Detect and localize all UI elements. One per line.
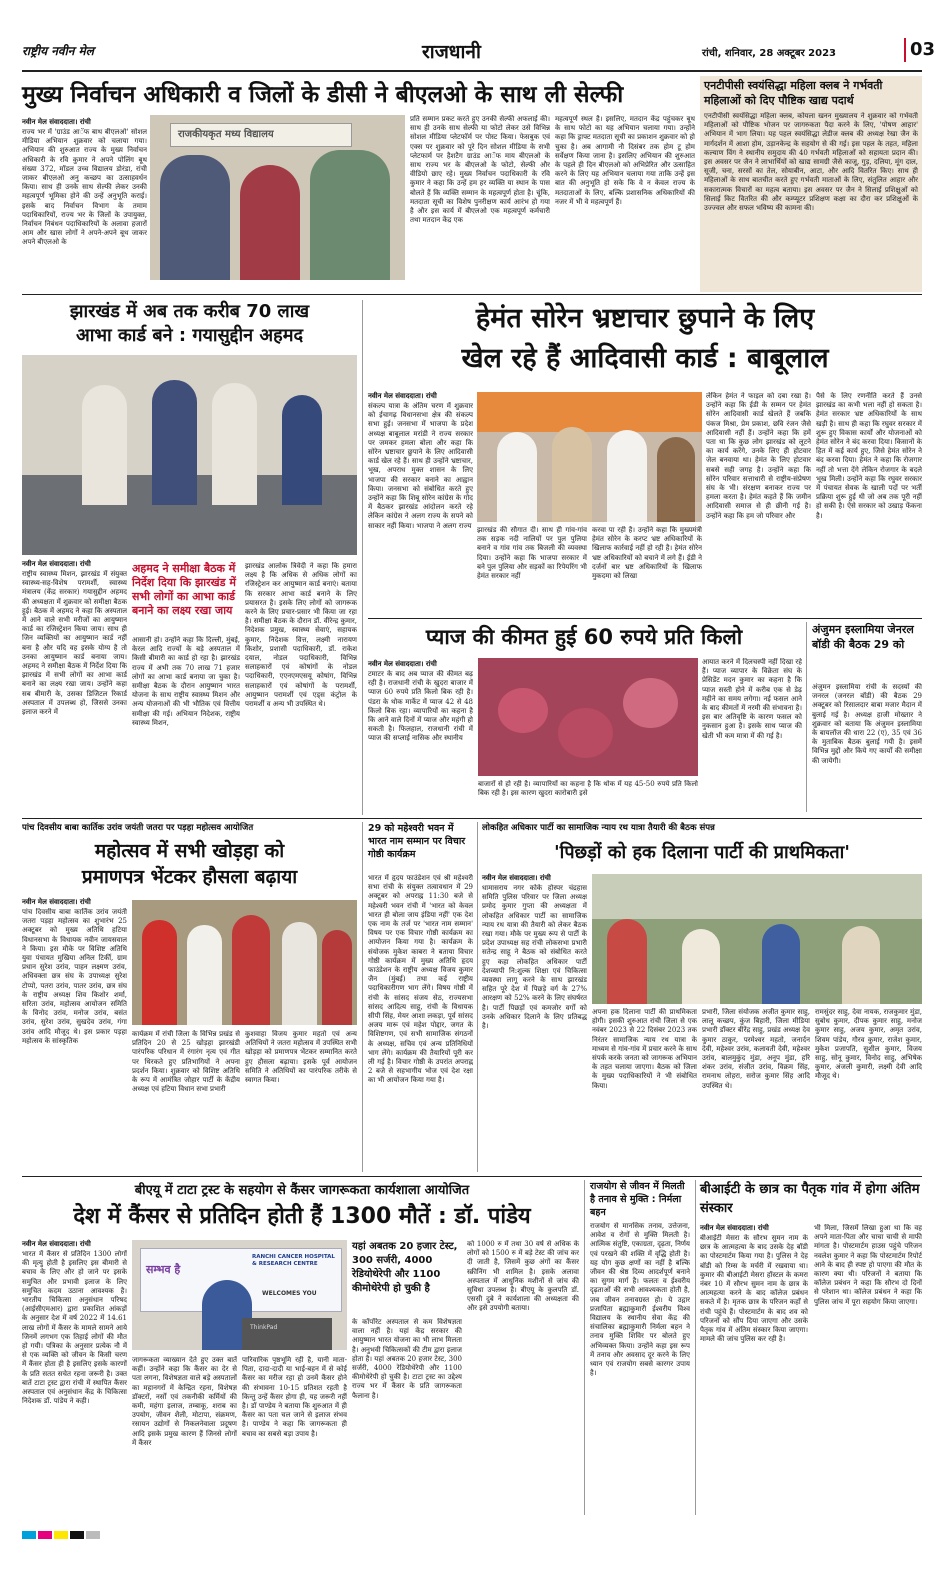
byline: नवीन मेल संवाददाता। रांची	[368, 660, 437, 668]
headline-line1: झारखंड में अब तक करीब 70 लाख	[69, 301, 310, 322]
person-figure	[152, 380, 197, 505]
welcome-text: WELCOMES YOU	[262, 1290, 317, 1297]
headline: देश में कैंसर से प्रतिदिन होती हैं 1300 मौतें : डॉ. पांडेय	[73, 1204, 531, 1229]
person-figure	[232, 915, 270, 1025]
headline-line2: आभा कार्ड बने : गयासुद्दीन अहमद	[75, 325, 304, 346]
selfie-photo	[150, 115, 405, 280]
magenta-swatch	[38, 1531, 52, 1539]
article-column: भी मिला, जिसमें लिखा हुआ था कि वह अपने माता-पिता और चाचा चाची से माफी मांगता है। पोस्टमार्टम हाउस पहुंचे परिजन नवलेश कुमार ने कहा कि पोस्टमार्टम रिपोर्ट आने के बाद ही स्पष्ट हो पाएगा की मौत के कारण क्या थी। परिजनों ने बताया कि कॉलेज प्रबंधन ने कहा कि सौरभ दो दिनों से परेशान था। कॉलेज प्रबंधन ने कहा कि पुलिस जांच में पूरा सहयोग किया जाएगा।	[814, 1224, 922, 1306]
person-figure	[160, 155, 230, 280]
byline: नवीन मेल संवाददाता। रांची	[700, 1224, 769, 1232]
column-rule	[695, 1180, 696, 1515]
masthead-rule	[22, 70, 922, 72]
screen-brand: सम्भव है	[146, 1263, 181, 1276]
article-column: आयात करने में दिलचस्पी नहीं दिखा रहे हैं। प्याज व्यापार के विक्रेता संघ के प्रेसिडेंट मदन कुमार का कहना है कि प्याज सस्ती होने में करीब एक से डेढ़ महीने का समय लगेगा। नई फसल आने के बाद कीमतों में नरमी की संभावना है। इस बार अतिवृष्टि के कारण फसल को नुकसान हुआ है। इसके साथ प्याज की खेती भी कम मात्रा में की गई है।	[702, 658, 802, 740]
person-figure	[762, 924, 800, 1004]
person-figure	[212, 383, 257, 505]
onion	[623, 678, 678, 728]
photo-caption: बाजारों से हो रही है। व्यापारियों का कहना है कि थोक में यह 45-50 रुपये प्रति किलो बिक रही है। इस कारण खुदरा कारोबारी इसे	[478, 780, 698, 798]
person-figure	[607, 919, 647, 1004]
article-column: पारिवारिक पृष्ठभूमि रही है, यानी माता-पिता, दादा-दादी या भाई-बहन में से कोई कैंसर का मरीज रहा हो उनमें कैंसर होने की संभावना 10-15 प्रतिशत रहती है किन्तु उन्हें कैंसर होगा ही, यह जरूरी नहीं है। डॉ पाण्डेय ने बताया कि शुरुआत में ही कैंसर का पता चल जाने से इलाज संभव है। पाण्डेय ने कहा कि जागरूकता ही बचाव का सबसे बड़ा उपाय है।	[242, 1356, 347, 1438]
person-figure	[142, 920, 177, 1025]
article-text: राजयोग से मानसिक तनाव, उत्तेजना, आवेश व रोगों से मुक्ति मिलती है। आत्मिक संतुष्टि, एकाग्रता, दृढ़ता, निर्णय एवं परखने की शक्ति में वृद्धि होती है। यह योग कुछ क्षणों का नहीं है बल्कि जीवन की श्रेष्ठ दिव्य आदर्शपूर्ण बनाने का सुगम मार्ग है। फलतः व ईश्वरीय दृढ़ताओं की सभी आवश्यकता होती है, जब जीवन तनावग्रस्त हो। ये उद्गार प्रजापिता ब्रह्माकुमारी ईश्वरीय विश्व विद्यालय के स्थानीय सेवा केंद्र की संचालिका ब्रह्माकुमारी निर्मला बहन ने तनाव मुक्ति शिविर पर बोलते हुए अभिव्यक्त किया। उन्होंने कहा इस रूप में तनाव और अवसाद दूर करने के लिए ध्यान एवं राजयोग सबसे कारगर उपाय है।	[590, 1222, 690, 1378]
headline-line1: हेमंत सोरेन भ्रष्टाचार छुपाने के लिए	[475, 303, 815, 334]
person-figure	[187, 925, 222, 1025]
sign-text: राजकीयकृत मध्य विद्यालय	[178, 129, 274, 140]
onion	[498, 688, 548, 733]
article-column: संकल्प यात्रा के अंतिम चरण में शुक्रवार को ईचागढ़ विधानसभा क्षेत्र की संकल्प सभा हुई। जनसभा में भाजपा के प्रदेश अध्यक्ष बाबूलाल मरांडी ने राज्य सरकार पर जमकर हमला बोला और कहा कि सोरेन भ्रष्टाचार छुपाने के लिए आदिवासी कार्ड खेल रहे हैं। साथ ही उन्होंने भ्रष्टाचार, भूख, अपराध मुक्त शासन के लिए भाजपा की सरकार बनाने का आह्वान किया। जनसभा को संबोधित करते हुए उन्होंने कहा कि शिबू सोरेन कांग्रेस के गोद में बैठकर झारखंड आंदोलन करते रहे लेकिन कांग्रेस ने अलग राज्य के सपने को साकार नहीं किया। भाजपा ने अलग राज्य	[368, 402, 473, 530]
article-column: टमाटर के बाद अब प्याज की कीमत बढ़ रही है। राजधानी रांची के खुदरा बाजार में प्याज 60 रुपये प्रति किलो बिक रही है। पंडरा के थोक मार्केट में प्याज 42 से 48 किलो बिक रहा। व्यापारियों का कहना है कि आने वाले दिनों में प्याज और महंगी हो सकती है। फिलहाल, राजधानी रांची में प्याज की सप्लाई नासिक और स्थानीय	[368, 670, 473, 743]
article-column: पांच दिवसीय बाबा कार्तिक उरांव जयंती जतरा पड़हा महोत्सव का शुभारंभ 25 अक्टूबर को मुख्य अतिथि हटिया विधानसभा के विधायक नवीन जायसवाल ने किया। इस मौके पर विशिष्ट अतिथि युवा पंचायत मुखिया अनिल टिर्की, ग्राम प्रधान सुरेश उरांव, पाहन लक्ष्मण उरांव, अधिवक्ता छत्र संघ के उपाध्यक्ष सुरेश टोप्पो, पतरा उरांव, पातर उरांव, छत्र संघ के राष्ट्रीय अध्यक्ष शिव किशोर शर्मा, सरिता उरांव, महोत्सव आयोजन समिति के विनोद उरांव, मनोज उरांव, बसंत उरांव, सुरेश उरांव, सुखदेव उरांव, गंगा उरांव आदि मौजूद थे। इस प्रकार पड़हा महोत्सव के सांस्कृतिक	[22, 908, 127, 1045]
article-column: को 1000 रु में तथा 30 वर्ष से अधिक के लोगों को 1500 रु में बड़े टेस्ट की जांच कर दी जाती है, जिसमें कुछ अंगों का कैंसर स्क्रीनिंग भी शामिल है। इसके अलावा अस्पताल में आधुनिक मशीनों से जांच की सुविधा उपलब्ध है। बीएयू के कुलपति डॉ. एससी दुबे ने कार्यशाला की अध्यक्षता की और इसे उपयोगी बताया।	[467, 1240, 579, 1313]
article-text: एनटीपीसी स्वयंसिद्धा महिला क्लब, कोयला खनन मुख्यालय ने शुक्रवार को गर्भवती महिलाओं को पौष्टिक भोजन पर जागरुकता पैदा करने के लिए, 'पोषण आहार' अभियान में भाग लिया। यह पहल स्वयंसिद्धा लेडीज क्लब की अध्यक्ष रेखा जैन के मार्गदर्शन में आशा होम, उड़ानकेन्द्र के सहयोग से की गई। इस पहल के तहत, महिला कल्याण विंग ने स्थानीय समुदाय की 40 गर्भवती महिलाओं को सहायता प्रदान की। इस अवसर पर जैन ने लाभार्थियों को खाद्य सामग्री जैसे काजू, गुड़, दलिया, मूंग दाल, सूजी, चना, सरसों का तेल, सोयाबीन, आटा, और आदि वितरित किए। साथ ही महिलाओं के साथ बातचीत करते हुए गर्भवती माताओं के लिए, संतुलित आहार और सकारात्मक विचारों का महत्व बताया। इस अवसर पर जैन ने सिलाई प्रशिक्षुओं को सिलाई किट वितरित की और कम्प्यूटर प्रशिक्षण कक्षा का दौरा कर प्रशिक्षुओं के उज्ज्वल और सफल भविष्य की कामना की।	[704, 112, 918, 213]
article-column: कुशवाहा विजय कुमार महतो एवं अन्य अतिथियों ने जतरा महोत्सव में उपस्थित सभी खोड़हा को प्रमाणपत्र भेंटकर सम्मानित करते हुए हौसला बढ़ाया। इसके पूर्व आयोजन समिति ने अतिथियों का पारंपरिक तरीके से स्वागत किया।	[245, 1030, 357, 1085]
grey-swatch	[86, 1531, 100, 1539]
saffron-backdrop	[477, 392, 702, 432]
dateline: रांची, शनिवार, 28 अक्टूबर 2023	[702, 48, 837, 59]
column-rule	[806, 622, 807, 812]
person-figure	[240, 165, 300, 280]
article-column: प्रति सम्मान प्रकट करते हुए उनकी सेल्फी अफलाई की। साथ ही उनके साथ सेल्फी या फोटो लेकर उसे विभिन्न सोशल मीडिया प्लेटफॉर्म पर पोस्ट किया। फेसबुक एवं एक्स पर शुक्रवार को पूरे दिन सोशल मीडिया के सभी प्लेटफार्म पर हैशटैग ग्राउंड आॅफ माय बीएलओ के साथ राज्य भर के बीएलओ के फोटो, सेल्फी और वीडियो छाए रहे। मुख्य निर्वाचन पदाधिकारी के रवि कुमार ने कहा कि उन्हें हम हर व्यक्ति या स्थान के पास बोलते हैं कि व्यक्ति सम्मान के महत्वपूर्ण होता है। चूंकि, मतदाता सूची का विशेष पुनरीक्षण कार्य आरंभ हो गया है और इस कार्य में बीएलओ एक महत्वपूर्ण कर्मचारी तथा मतदान केंद्र एक	[410, 115, 550, 225]
byline: नवीन मेल संवाददाता। रांची	[368, 392, 437, 400]
person-figure	[842, 926, 880, 1004]
separator	[904, 38, 906, 62]
person-figure	[322, 930, 352, 1025]
masthead	[22, 36, 936, 70]
podium-brand: ThinkPad	[250, 1324, 278, 1331]
article-column: पैसे के लिए रणनीति करते हैं उनसे झारखंड का कभी भला नहीं हो सकता है। हेमंत सरकार भ्रष्ट अधिकारियों के साथ खड़ी है। साथ ही कहा कि रघुवर सरकार में शुरू हुए विकास कार्यों और योजनाओं को हेमंत सोरेन ने बंद करवा दिया। किसानों के हित में कई कार्य हुए, जिसे हेमंत सोरेन ने बंद करवा दिया। हेमंत ने कहा कि रोजगार नहीं तो भत्ता देंगे लेकिन रोजगार के बदले भूख मिली। उन्होंने कहा कि रघुवर सरकार में पंचायत सेवक के खाली पदों पर भर्ती प्रक्रिया शुरू हुई थी जो अब तक पूरी नहीं हो सकी है। ऐसे सरकार को उखाड़ फेंकना है।	[816, 392, 922, 520]
festival-photo	[132, 900, 357, 1025]
article-column: के कॉर्पोरेट अस्पताल से कम विशेषज्ञता वाला नहीं है। यहां केंद्र सरकार की आयुष्मान भारत योजना का भी लाभ मिलता है। अनुभवी चिकित्सकों की टीम द्वारा इलाज होता है। यहां अबतक 20 हजार टेस्ट, 300 सर्जरी, 4000 रेडियोथेरेपी और 1100 कीमोथेरेपी हो चुकी है। टाटा ट्रस्ट का उद्देश्य राज्य भर में कैंसर के प्रति जागरूकता फैलाना है।	[352, 1318, 462, 1400]
byline: नवीन मेल संवाददाता। रांची	[22, 118, 91, 126]
article-column: राष्ट्रीय स्वास्थ्य मिशन, झारखंड में संयुक्त स्वास्थ्य-सह-विशेष परामर्शी, स्वास्थ्य मंत्रालय (केंद्र सरकार) गयासुद्दीन अहमद की अध्यक्षता में शुक्रवार को समीक्षा बैठक हुई। बैठक में अहमद ने कहा कि अस्पताल में आने वाले सभी मरीजों का आयुष्मान कार्ड का रजिस्ट्रेशन किया जाय। साथ ही जिन व्यक्तियों का आयुष्मान कार्ड नहीं बना है और यदि वह इसके योग्य है तो उनका आयुष्मान कार्ड बनाया जाय। अहमद ने समीक्षा बैठक में निर्देश दिया कि झारखंड में सभी लोगों का आभा कार्ड बनाने का लक्ष्य रखा जाय। उन्होंने कहा सब बीमारी के, उसका डिजिटल रिकार्ड अस्पताल में उपलब्ध हो, जिससे उनका इलाज करने में	[22, 570, 127, 717]
yellow-swatch	[54, 1531, 68, 1539]
article-text: भारत में हृदय फाउंडेशन एवं श्री महेश्वरी सभा रांची के संयुक्त तत्वावधान में 29 अक्टूबर को अपराह्न 11:30 बजे से महेश्वरी भवन रांची में 'भारत को केवल भारत ही बोला जाय इंडिया नहीं' एक देश एक नाम के तर्ज पर 'भारत नाम सम्मान' विषय पर एक विचार गोष्ठी कार्यक्रम का आयोजन किया गया है। कार्यक्रम के संयोजक मुकेश काबरा ने बताया विचार गोष्ठी कार्यक्रम में मुख्य अतिथि हृदय फाउंडेशन के राष्ट्रीय अध्यक्ष विजय कुमार जैन (मुंबई) तथा कई राष्ट्रीय पदाधिकारीगण भाग लेंगे। विषय गोष्ठी में रांची के सांसद संजय सेठ, राज्यसभा सांसद आदित्य साहू, रांची के विधायक सीपी सिंह, मेयर आशा लकड़ा, पूर्व सांसद अजय मारू एवं महेश पोद्दार, जगत के विशिष्टगण, एवं सभी सामाजिक संगठनों के अध्यक्ष, सचिव एवं अन्य प्रतिनिधियों भाग लेंगे। कार्यक्रम की तैयारियों पूरी कर ली गई है। विचार गोष्ठी के उपरांत अपराह्न 2 बजे से सहभागीय भोज एवं देश रक्षा का भी आयोजन किया गया है।	[368, 874, 473, 1085]
article-column: लेकिन हेमंत ने फाइल को दबा रखा है। उन्होंने कहा कि ईडी के सम्मन पर हेमंत सोरेन आदिवासी कार्ड खेलते हैं जबकि पंकज मिश्रा, प्रेम प्रकाश, छवि रंजन जैसे आदिवासी नहीं हैं। उन्होंने कहा कि हमें पता था कि कुछ लोग झारखंड को लूटने का कार्य करेंगे, उनके लिए ही होटवार जेल बनवाया था। हेमंत के लिए होटवार सबसे सही जगह है। उन्होंने कहा कि सोरेन परिवार सत्ताधारी से राष्ट्रीय-संप्रेषण संघ के भी। संरक्षण बनाकर राज्य पर हमला करता है। हेमंत कहते हैं कि जमीन आदिवासी समाज से ही छीनी गई है। उन्होंने कहा कि हम जो परिवार और	[706, 392, 811, 520]
section-rule	[368, 618, 922, 619]
headline-line1: महोत्सव में सभी खोड़हा को	[94, 840, 285, 862]
person-figure	[497, 432, 537, 522]
paper-name: राष्ट्रीय नवीन मेल	[22, 44, 94, 58]
headline: 29 को महेश्वरी भवन में भारत नाम सम्मान पर विचार गोष्ठी कार्यक्रम	[368, 823, 466, 860]
meeting-photo	[592, 874, 922, 1004]
article-column: करवा पा रही है। उन्होंने कहा कि मुख्यमंत्री हेमंत सोरेन के करप्ट भ्रष्ट अधिकारियों के खिलाफ कार्रवाई नहीं हो रही है। हेमंत सोरेन भ्रष्ट अधिकारियों को बचाने में लगे हैं। ईडी ने दर्जनों बार भ्रष्ट अधिकारियों के खिलाफ मुकदमा को लिखा	[592, 526, 702, 581]
column-rule	[362, 822, 363, 1172]
article-column: रामसुंदर साहु, देवा नायक, राजकुमार मुंडा, सुबोध कुमार, दीपक कुमार साहु, मनोज कुमार साहु, अजय कुमार, अमृत उरांव, शिवम पांडेय, गौरव कुमार, राजेश कुमार, मुकेश प्रजापति, सुशील कुमार, विजय साहु, सोनू कुमार, विनोद साहु, अभिषेक कुमार, अंजली कुमारी, लक्ष्मी देवी आदि मौजूद थे।	[815, 1008, 922, 1081]
byline: नवीन मेल संवाददाता। रांची	[22, 560, 91, 568]
cyan-swatch	[22, 1531, 36, 1539]
person-figure	[552, 427, 592, 522]
black-swatch	[70, 1531, 84, 1539]
section-rule	[22, 294, 922, 295]
onion	[558, 708, 613, 758]
article-column: राज्य भर में 'ग्राउंड आॅफ बाथ बीएलओ' सोशल मीडिया अभियान शुक्रवार को चलाया गया। अभियान की शुरुआत राज्य के मुख्य निर्वाचन अधिकारी के रवि कुमार ने अपने पोलिंग बूथ संख्या 372, मॉडल उच्च विद्यालय डोरंडा, रांची जाकर बीएलओ अनु कच्छप का उत्साहवर्धन किया। साथ ही उनके साथ सेल्फी लेकर उनकी महत्वपूर्ण भूमिका होने की उन्हें अनुभूति कराई। इसके बाद निर्वाचन विभाग के तमाम पदाधिकारियों, राज्य भर के जिलों के उपायुक्त, निर्वाचन निबंधन पदाधिकारियों के अलावा हजारों आम और खास लोगों ने अपने-अपने बूथ जाकर अपने बीएलओ के	[22, 128, 147, 247]
article-column: प्रभारी, जिला संयोजक अजीत कुमार साहु, लालू कच्छप, कुंज बिहारी, जिला मीडिया प्रभारी डॉक्टर बीरेंद्र साहु, प्रखंड अध्यक्ष देव कुमार ठाकुर, परमेश्वर महतो, जनार्दन देवी, महेश्वर उरांव, कलावती देवी, महेश्वर उरांव, बालमुकुंद मुंडा, अनूप मुंडा, हरि शंकर उरांव, संजीत उरांव, विक्रम सिंह, रामनाथ लोहरा, सरोज कुमार सिंह आदि उपस्थित थे।	[702, 1008, 810, 1090]
workshop-photo	[132, 1240, 347, 1350]
headline: बीआईटी के छात्र का पैतृक गांव में होगा अंतिम संस्कार	[700, 1182, 920, 1216]
article-column: झारखंड की सौगात दी। साथ ही गांव-गांव तक सड़क नदी नालियों पर पुल पुलिया बनाने व गांव गांव तक बिजली की व्यवस्था दिया। उन्होंने कहा कि भाजपा सरकार में बने पुल पुलिया और सड़कों का रिपेयरिंग भी हेमंत सरकार नहीं	[477, 526, 587, 581]
article-column: जागरूकता व्याख्यान देते हुए उक्त बातें कहीं। उन्होंने कहा कि कैंसर का देर से पता लगना, विशेषज्ञता वाले बड़े अस्पतालों का महानगरों में केन्द्रित रहना, विशेषज्ञ डॉक्टरों, नर्सों एवं तकनीकी कर्मियों की कमी, महंगा इलाज, तम्बाकू, शराब का उपयोग, जीवन शैली, मोटापा, संक्रमण, रसायन उद्योगों से निकलनेवाला प्रदूषण आदि इसके प्रमुख कारण हैं जिनसे लोगों में कैंसर	[132, 1356, 237, 1447]
headline: राजयोग से जीवन में मिलती है तनाव से मुक्ति : निर्मला बहन	[590, 1181, 685, 1218]
headline: अंजुमन इस्लामिया जेनरल बॉडी की बैठक 29 को	[812, 623, 914, 651]
article-column: भारत में कैंसर से प्रतिदिन 1300 लोगों की मृत्यु होती है इसलिए इस बीमारी से बचाव के लिए और हो जाने पर इसके समुचित और प्रभावी इलाज के लिए समुचित कदम उठाना आवश्यक है। भारतीय चिकित्सा अनुसंधान परिषद (आईसीएमआर) द्वारा प्रकाशित आंकड़ों के अनुसार देश में वर्ष 2022 में 14.61 लाख लोगों में कैंसर के मामले सामने आये जिनमें लगभग एक तिहाई लोगों की मौत हो गयी। पत्रिका के अनुसार प्रत्येक नौ में से एक व्यक्ति को जीवन के किसी चरण में कैंसर होता ही है इसलिए इसके कारणों के प्रति सतत सचेत रहना जरूरी है। उक्त बातें टाटा ट्रस्ट द्वारा रांची में स्थापित कैंसर अस्पताल एवं अनुसंधान केंद्र के चिकित्सा निदेशक डॉ. पांडेय ने कही।	[22, 1250, 127, 1406]
column-rule	[584, 1180, 585, 1515]
person-figure	[82, 385, 127, 505]
person-figure	[282, 922, 317, 1025]
person-figure	[657, 437, 695, 522]
article-column: धामासराय नगर कोके होस्पर चंद्रहास समिति पुलिस परिवार पर जिला अध्यक्ष प्रमोद कुमार गुप्ता की अध्यक्षता में लोकहित अधिकार पार्टी का सामाजिक न्याय रथ यात्रा की तैयारी को लेकर बैठक रखा गया। मौके पर मुख्य रूप से पार्टी के प्रदेश उपाध्यक्ष सह रांची लोकसभा प्रभारी सतेन्द्र साहू ने बैठक को संबोधित करते हुए कहा लोकहित अधिकार पार्टी देशव्यापी नि:शुल्क शिक्षा एवं चिकित्सा व्यवस्था लागू करने के साथ झारखंड सहित पूरे देश में पिछड़े वर्ग के 27% आरक्षण को 52% करने के लिए संघर्षरत है। पार्टी पिछड़ों एवं कमजोर वर्गों को उनके अधिकार दिलाने के लिए प्रतिबद्ध है।	[482, 884, 587, 1031]
byline: नवीन मेल संवाददाता। रांची	[22, 898, 91, 906]
person-figure	[282, 395, 322, 505]
section-rule	[22, 818, 922, 819]
kicker: पांच दिवसीय बाबा कार्तिक उरांव जयंती जतरा पर पड़हा महोत्सव आयोजित	[22, 823, 254, 833]
color-registration-strip	[22, 1524, 922, 1534]
column-rule	[477, 822, 478, 1172]
person-figure	[310, 150, 390, 280]
article-column: महत्वपूर्ण स्थल है। इसलिए, मतदान केंद्र पहुंचकर बूथ के साथ फोटो का यह अभियान चलाया गया। उन्होंने कहा कि ड्राफ्ट मतदाता सूची का प्रकाशन शुक्रवार को हो चुका है। अब आगामी नौ दिसंबर तक होम टू होम सर्वेक्षण किया जाना है। इसलिए अभियान की शुरुआत के पहले ही दिन बीएलओ को अभिप्रेरित और उत्साहित करने के लिए यह अभियान चलाया गया ताकि उन्हें इस बात की अनुभूति हो सके कि वे न केवल राज्य के मतदाताओं के लिए, बल्कि प्रशासनिक अधिकारियों की नजर में भी वे महत्वपूर्ण हैं।	[555, 115, 695, 206]
headline: मुख्य निर्वाचन अधिकारी व जिलों के डीसी ने बीएलओ के साथ ली सेल्फी	[22, 82, 624, 108]
byline: नवीन मेल संवाददाता। रांची	[22, 1240, 91, 1248]
article-column: आसानी हो। उन्होंने कहा कि दिल्ली, मुंबई, केरल आदि राज्यों के बड़े अस्पताल में किसी बीमारी का कार्ड हो रहा है। झारखंड राज्य में अभी तक 70 लाख 71 हजार लोगों का आभा कार्ड बनाया जा चुका है। समीक्षा बैठक के दौरान आयुष्मान भारत योजना के साथ राष्ट्रीय स्वास्थ्य मिशन और अन्य योजनाओं की भी भौतिक एवं वित्तीय समीक्षा की गई। अभियान निदेशक, राष्ट्रीय स्वास्थ्य मिशन,	[132, 636, 240, 727]
article-column: बीआईटी मेसरा के सौरभ सुमन नाम के छात्र के आत्महत्या के बाद उसके देह बॉडी का पोस्टमार्टम किया गया है। पुलिस ने देह बॉडी को रिम्स के मर्चरी में रखवाया था। कुमार की बीआईटी मेसरा हॉस्टल के कमरा नंबर 10 में सौरभ सुमन नाम के छात्र के आत्महत्या करने के बाद कॉलेज प्रबंधन सकते में है। मृतक छात्र के परिजन कहाँ से रांची पहुंचे हैं। पोस्टमार्टम के बाद शव को परिजनों को सौंप दिया जाएगा और उसके पैतृक गांव में अंतिम संस्कार किया जाएगा। मामले की जांच पुलिस कर रही है।	[700, 1234, 808, 1344]
article-text: अंजुमन इस्लामिया रांची के सदस्यों की जनरल (जनरल बॉडी) की बैठक 29 अक्टूबर को रिसालदार बाबा मजार मैदान में बुलाई गई है। अध्यक्ष हाजी मोख्तार ने शुक्रवार को बताया कि अंजुमन इस्लामिया के बायलॉज की धारा 22 (ए), 35 एवं 36 के मुताबिक बैठक बुलाई गयी है। इसमें विभिन्न मुद्दों और किये गए कार्यों की समीक्षा की जायेगी।	[812, 683, 922, 765]
rally-photo	[477, 392, 702, 522]
podium	[242, 1318, 332, 1350]
section-rule	[22, 1176, 922, 1177]
highlight-box: यहां अबतक 20 हजार टेस्ट, 300 सर्जरी, 4000 रेडियोथेरेपी और 1100 कीमोथेरेपी हो चुकी है	[352, 1241, 458, 1294]
headline: एनटीपीसी स्वयंसिद्धा महिला क्लब ने गर्भवती महिलाओं को दिए पौष्टिक खाद्य पदार्थ	[704, 79, 883, 107]
byline: नवीन मेल संवाददाता। रांची	[482, 874, 551, 882]
headline-line2: खेल रहे हैं आदिवासी कार्ड : बाबूलाल	[461, 343, 829, 374]
article-column: कार्यक्रम में रांची जिला के विभिन्न प्रखंड से प्रतिदिन 20 से 25 खोड़हा झारखंडी पारंपरिक परिधान में रंगारंग नृत्य एवं गीत पर थिरकते हुए प्रतिभागियों ने अपना प्रदर्शन किया। शुक्रवार को विशिष्ट अतिथि के रूप में आमंत्रित जोहार पार्टी के केंद्रीय अध्यक्ष एवं हटिया विधान सभा प्रभारी	[132, 1030, 240, 1094]
headline: 'पिछड़ों को हक दिलाना पार्टी की प्राथमिकता'	[554, 842, 850, 863]
onion-photo	[478, 658, 698, 776]
section-title: राजधानी	[422, 41, 481, 63]
kicker: लोकहित अधिकार पार्टी का सामाजिक न्याय रथ यात्रा तैयारी की बैठक संपन्न	[482, 823, 715, 833]
meeting-photo	[22, 355, 357, 555]
article-column: अपना हक दिलाना पार्टी की प्राथमिकता होगी। इसकी शुरुआत रांची जिला से एक नवंबर 2023 से 22 दिसंबर 2023 तक निरंतर सामाजिक न्याय रथ यात्रा के माध्यम से गांव-गांव में प्रचार करने के साथ संपर्क करके जनता को जागरूक अभियान के तहत चलाया जाएगा। बैठक को जिला के मुख्य पदाधिकारियों ने भी संबोधित किया।	[592, 1008, 697, 1090]
article-column: झारखंड आलोक त्रिवेदी ने कहा कि हमारा लक्ष्य है कि अधिक से अधिक लोगों का रजिस्ट्रेशन कर आयुष्मान कार्ड बनाएं। बताया कि सरकार आभा कार्ड बनाने के लिए प्रयासरत है। इसके लिए लोगों को जागरूक करने के लिए प्रचार-प्रसार भी किया जा रहा है। समीक्षा बैठक के दौरान डॉ. वीरेन्द्र कुमार, निदेशक प्रमुख, स्वास्थ्य सेवाएं, सहायक कुमार, निदेशक वित्त, लक्ष्मी नारायण किशोर, प्रशासी पदाधिकारी, डॉ. राकेश दयाल, नोडल पदाधिकारी, विभिन्न सलाहकारों एवं कोषांगों के नोडल पदाधिकारी, एएनएमएसयू कोषांग, विभिन्न सलाहकारों एवं कोषांगों के परामर्शी, आयुष्मान परामर्शी एवं एड्स कंट्रोल के परामर्शी व अन्य भी उपस्थित थे।	[245, 562, 357, 709]
person-figure	[607, 430, 647, 522]
page-number: 03	[910, 39, 936, 60]
screen-text: RANCHI CANCER HOSPITAL & RESEARCH CENTRE	[252, 1254, 335, 1267]
person-figure	[682, 929, 720, 1004]
subhead: अहमद ने समीक्षा बैठक में निर्देश दिया कि झारखंड में सभी लोगों का आभा कार्ड बनाने का लक्ष्य रखा जाय	[132, 562, 236, 617]
column-rule	[362, 300, 363, 815]
background-wall	[592, 874, 922, 919]
headline: प्याज की कीमत हुई 60 रुपये प्रति किलो	[425, 625, 743, 649]
headline-line2: प्रमाणपत्र भेंटकर हौसला बढ़ाया	[81, 866, 298, 888]
kicker: बीएयू में टाटा ट्रस्ट के सहयोग से कैंसर जागरूकता कार्यशाला आयोजित	[134, 1183, 470, 1198]
